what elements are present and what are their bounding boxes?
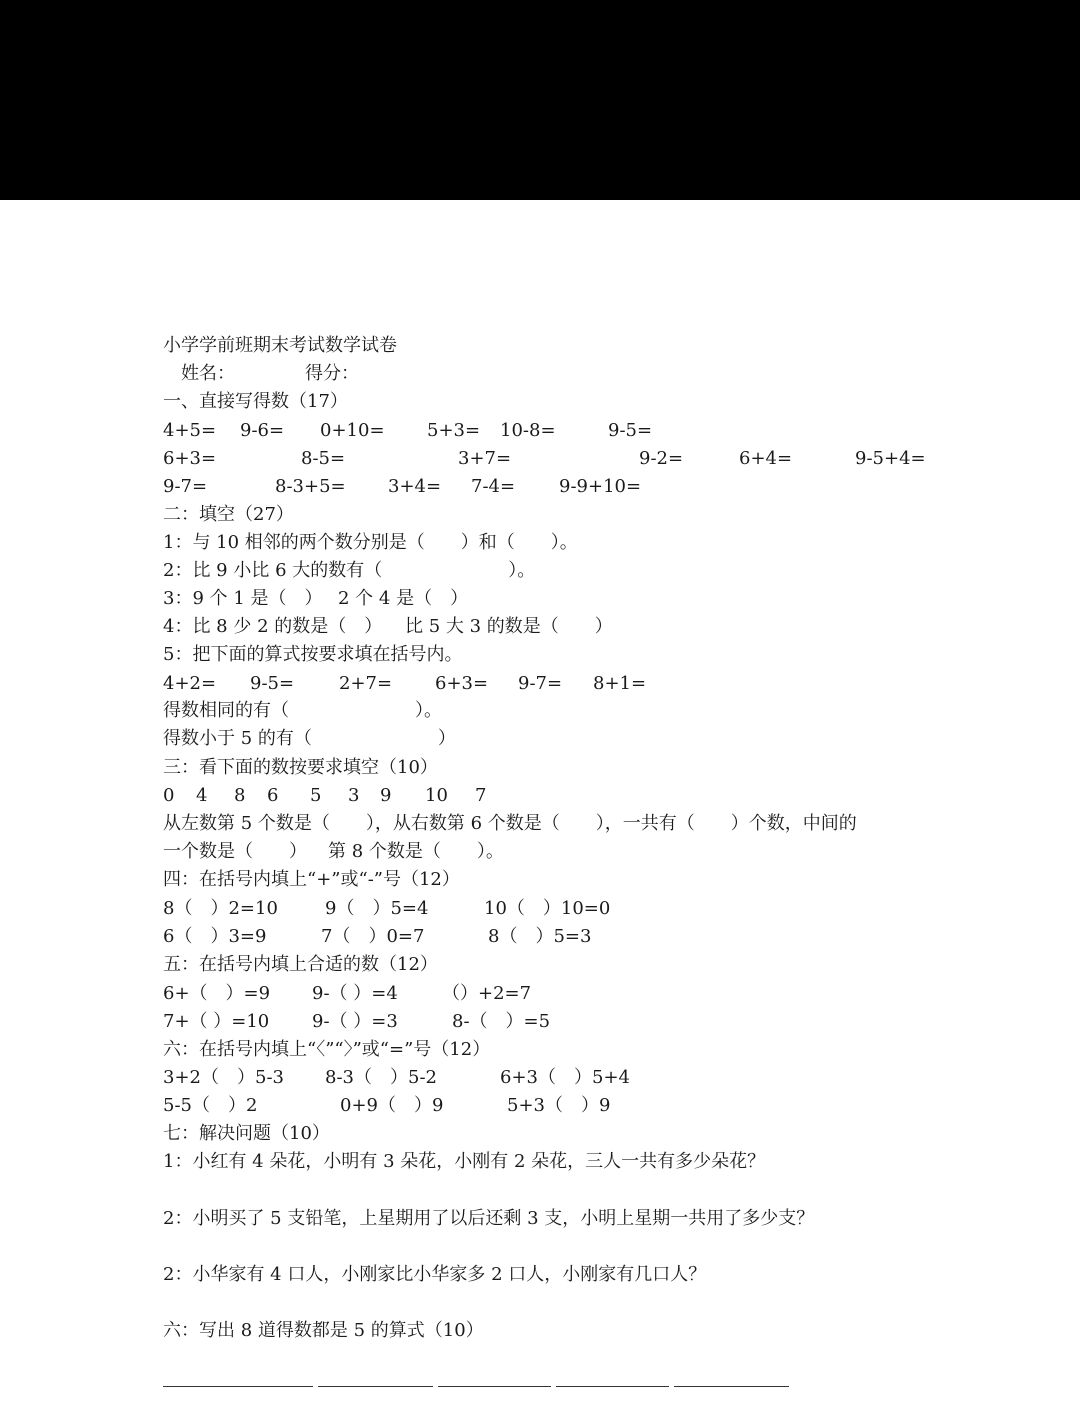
section-3-heading: 三：看下面的数按要求填空（10） xyxy=(163,757,438,778)
question-2-1: 1：与 10 相邻的两个数分别是（ ）和（ ）。 xyxy=(163,532,578,553)
section-8-heading: 六：写出 8 道得数都是 5 的算式（10） xyxy=(163,1320,484,1341)
number: 7 xyxy=(475,785,487,806)
section-1-heading: 一、直接写得数（17） xyxy=(163,391,348,412)
section-5-row-2 xyxy=(163,1008,551,1036)
answer-blank-line xyxy=(438,1386,551,1387)
number: 3 xyxy=(348,785,360,806)
section-4-row-2 xyxy=(163,923,592,951)
expr: 8-3+5= xyxy=(275,476,346,497)
number: 8 xyxy=(234,785,246,806)
score-label: 得分： xyxy=(305,363,359,384)
expr: 8+1= xyxy=(593,673,647,694)
expr: 3+2（ ）5-3 xyxy=(163,1067,284,1088)
expr: 5+3（ ）9 xyxy=(507,1095,611,1116)
problem-2: 2：小明买了 5 支铅笔，上星期用了以后还剩 3 支，小明上星期一共用了多少支？ xyxy=(163,1208,815,1229)
section-3-line-2a: 一个数是（ ） xyxy=(163,841,307,862)
expr: 9-7= xyxy=(163,476,208,497)
expr: 2+7= xyxy=(339,673,393,694)
expr: 3+4= xyxy=(388,476,442,497)
expr: 4+2= xyxy=(163,673,217,694)
expr: 8（ ）2=10 xyxy=(163,898,278,919)
expr: 8-（ ）=5 xyxy=(452,1011,551,1032)
expr: 3+7= xyxy=(458,448,512,469)
number: 10 xyxy=(425,785,448,806)
expr: 0+9（ ）9 xyxy=(340,1095,444,1116)
expr: 9-5+4= xyxy=(855,448,926,469)
section-2-heading: 二：填空（27） xyxy=(163,504,294,525)
expr: 9-（ ）=3 xyxy=(312,1011,398,1032)
problem-1: 1：小红有 4 朵花，小明有 3 朵花，小刚有 2 朵花，三人一共有多少朵花？ xyxy=(163,1151,766,1172)
question-2-2: 2：比 9 小比 6 大的数有（ ）。 xyxy=(163,560,536,581)
number: 6 xyxy=(267,785,279,806)
section-3-line-2 xyxy=(163,838,504,866)
expr: （）+2=7 xyxy=(442,983,532,1004)
section-3-line-2b: 第 8 个数是（ ）。 xyxy=(328,841,504,862)
expr: 9-2= xyxy=(639,448,684,469)
section-1-row-3 xyxy=(163,473,642,501)
section-6-row-1 xyxy=(163,1064,630,1092)
expr: 5+3= xyxy=(427,420,481,441)
expr: 8-5= xyxy=(301,448,346,469)
problem-3: 2：小华家有 4 口人，小刚家比小华家多 2 口人，小刚家有几口人？ xyxy=(163,1264,707,1285)
expr: 6（ ）3=9 xyxy=(163,926,267,947)
answer-blank-line xyxy=(556,1386,669,1387)
expr: 6+3（ ）5+4 xyxy=(500,1067,630,1088)
question-2-5-expressions xyxy=(163,670,647,698)
section-7-heading: 七：解决问题（10） xyxy=(163,1123,330,1144)
question-2-5: 5：把下面的算式按要求填在括号内。 xyxy=(163,644,463,665)
expr: 9-5= xyxy=(608,420,653,441)
expr: 6+（ ）=9 xyxy=(163,983,271,1004)
expr: 6+3= xyxy=(163,448,217,469)
expr: 8（ ）5=3 xyxy=(488,926,592,947)
expr: 9-9+10= xyxy=(559,476,642,497)
section-1-row-2 xyxy=(163,445,926,473)
expr: 9-7= xyxy=(518,673,563,694)
number: 4 xyxy=(196,785,208,806)
less-than-five-line: 得数小于 5 的有（ ） xyxy=(163,728,456,749)
section-5-heading: 五：在括号内填上合适的数（12） xyxy=(163,954,438,975)
answer-blank-line xyxy=(163,1386,313,1387)
expr: 8-3（ ）5-2 xyxy=(325,1067,437,1088)
expr: 9-6= xyxy=(240,420,285,441)
expr: 7-4= xyxy=(471,476,516,497)
section-6-heading: 六：在括号内填上“〈”“〉”或“=”号（12） xyxy=(163,1039,491,1060)
section-5-row-1 xyxy=(163,980,532,1008)
expr: 9-5= xyxy=(250,673,295,694)
question-2-3a: 3：9 个 1 是（ ） xyxy=(163,588,323,609)
expr: 6+4= xyxy=(739,448,793,469)
answer-blank-line xyxy=(318,1386,433,1387)
question-2-3b: 2 个 4 是（ ） xyxy=(338,588,469,609)
number-sequence xyxy=(163,782,487,810)
number: 9 xyxy=(380,785,392,806)
section-4-heading: 四：在括号内填上“+”或“-”号（12） xyxy=(163,869,460,890)
section-4-row-1 xyxy=(163,895,611,923)
expr: 5-5（ ）2 xyxy=(163,1095,258,1116)
number: 0 xyxy=(163,785,175,806)
expr: 6+3= xyxy=(435,673,489,694)
expr: 7（ ）0=7 xyxy=(321,926,425,947)
expr: 7+（ ）=10 xyxy=(163,1011,270,1032)
question-2-4a: 4：比 8 少 2 的数是（ ） xyxy=(163,616,383,637)
expr: 0+10= xyxy=(320,420,385,441)
answer-blank-line xyxy=(674,1386,789,1387)
section-3-line-1: 从左数第 5 个数是（ ），从右数第 6 个数是（ ），一共有（ ）个数，中间的 xyxy=(163,813,857,834)
expr: 10（ ）10=0 xyxy=(484,898,611,919)
same-result-line: 得数相同的有（ ）。 xyxy=(163,700,442,721)
expr: 10-8= xyxy=(500,420,556,441)
question-2-4b: 比 5 大 3 的数是（ ） xyxy=(405,616,613,637)
number: 5 xyxy=(310,785,322,806)
expr: 9-（ ）=4 xyxy=(312,983,398,1004)
question-2-3 xyxy=(163,585,469,613)
expr: 9（ ）5=4 xyxy=(325,898,429,919)
exam-title: 小学学前班期末考试数学试卷 xyxy=(163,335,397,356)
name-label: 姓名： xyxy=(181,363,235,384)
section-6-row-2 xyxy=(163,1092,611,1120)
section-1-row-1 xyxy=(163,417,653,445)
expr: 4+5= xyxy=(163,420,217,441)
question-2-4 xyxy=(163,613,613,641)
header-fields xyxy=(163,360,359,388)
